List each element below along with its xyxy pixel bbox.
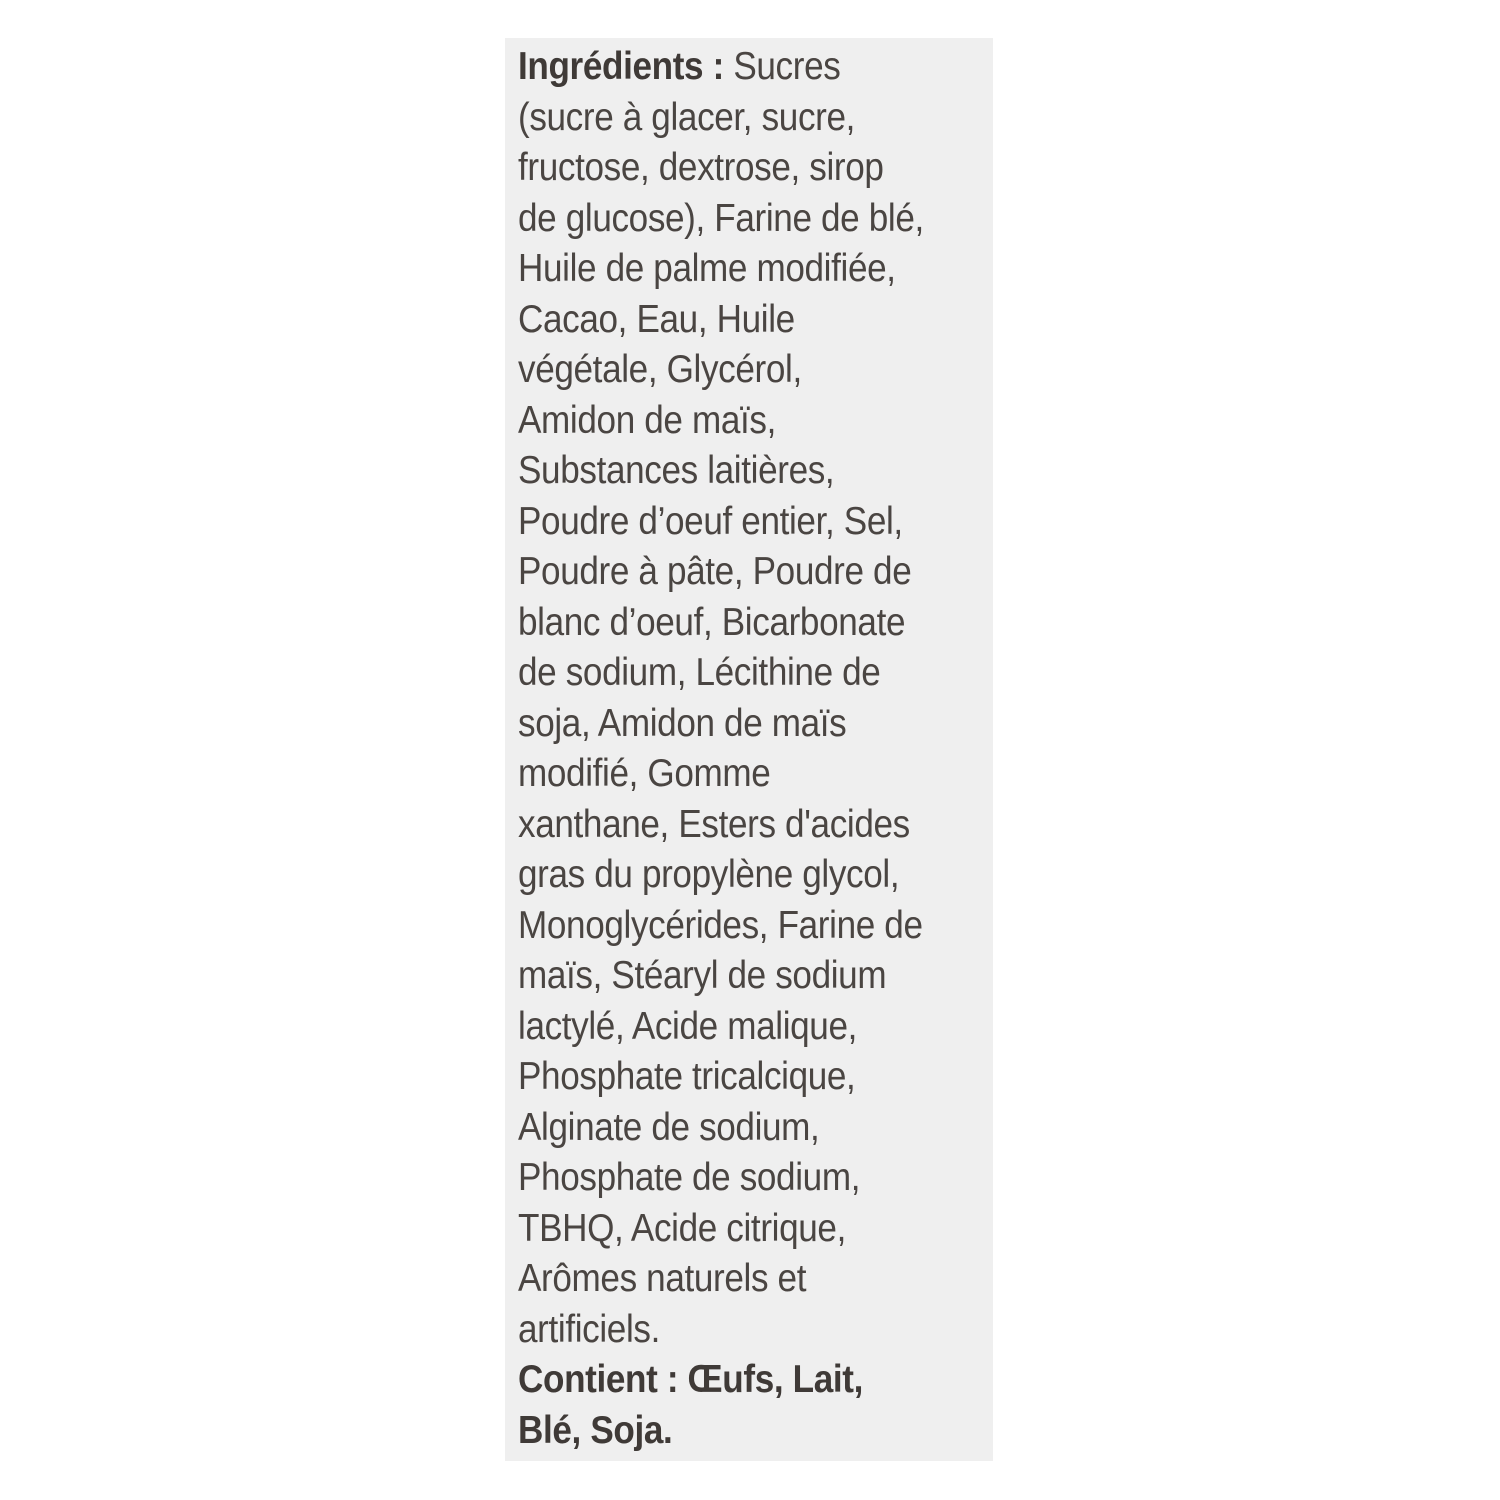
ingredients-line: Cacao, Eau, Huile bbox=[518, 297, 795, 341]
ingredients-line: xanthane, Esters d'acides bbox=[518, 802, 910, 846]
ingredients-text-block bbox=[518, 42, 941, 1456]
ingredients-line: Poudre d’oeuf entier, Sel, bbox=[518, 499, 903, 543]
allergen-statement-line: Contient : Œufs, Lait, bbox=[518, 1358, 864, 1401]
ingredients-line: de sodium, Lécithine de bbox=[518, 651, 881, 694]
ingredients-line: maïs, Stéaryl de sodium bbox=[518, 954, 887, 997]
ingredients-label-panel bbox=[505, 38, 993, 1461]
ingredients-line: modifié, Gomme bbox=[518, 752, 771, 795]
ingredients-line: Phosphate tricalcique, bbox=[518, 1055, 856, 1098]
ingredients-line: fructose, dextrose, sirop bbox=[518, 146, 884, 189]
ingredients-line: blanc d’oeuf, Bicarbonate bbox=[518, 600, 906, 644]
ingredients-line: Amidon de maïs, bbox=[518, 398, 776, 442]
ingredients-line: soja, Amidon de maïs bbox=[518, 701, 847, 745]
ingredients-text: Sucres bbox=[723, 45, 841, 88]
ingredients-line: Huile de palme modifiée, bbox=[518, 247, 896, 290]
ingredients-line: (sucre à glacer, sucre, bbox=[518, 95, 856, 139]
ingredients-line: Monoglycérides, Farine de bbox=[518, 903, 923, 947]
ingredients-line: TBHQ, Acide citrique, bbox=[518, 1206, 846, 1250]
ingredients-heading: Ingrédients : bbox=[518, 45, 724, 88]
ingredients-line: Arômes naturels et bbox=[518, 1257, 807, 1300]
ingredients-line: Poudre à pâte, Poudre de bbox=[518, 550, 912, 593]
ingredients-line: artificiels. bbox=[518, 1307, 660, 1351]
ingredients-line: Phosphate de sodium, bbox=[518, 1156, 861, 1199]
ingredients-line: Substances laitières, bbox=[518, 449, 835, 492]
allergen-statement-line: Blé, Soja. bbox=[518, 1408, 673, 1452]
ingredients-line: Alginate de sodium, bbox=[518, 1105, 820, 1149]
ingredients-line: de glucose), Farine de blé, bbox=[518, 196, 924, 240]
ingredients-line: gras du propylène glycol, bbox=[518, 853, 900, 896]
ingredients-line: végétale, Glycérol, bbox=[518, 348, 802, 391]
ingredients-line-1 bbox=[518, 42, 941, 93]
ingredients-line: lactylé, Acide malique, bbox=[518, 1004, 858, 1048]
